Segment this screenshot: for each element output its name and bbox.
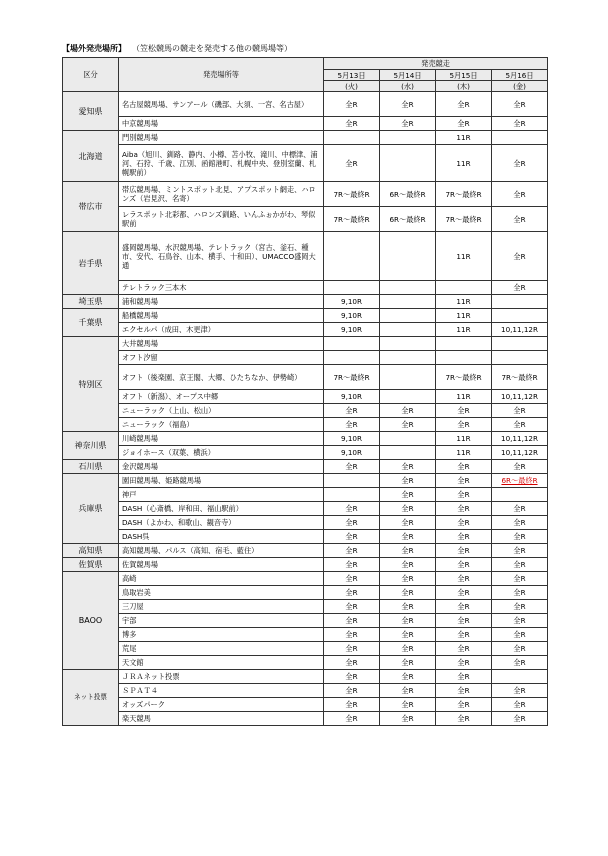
- race-cell: 全R: [492, 281, 548, 295]
- region-cell: 北海道: [63, 131, 119, 182]
- race-cell: [492, 309, 548, 323]
- race-cell: 7R～最終R: [436, 207, 492, 232]
- race-cell: 全R: [492, 207, 548, 232]
- table-body: [63, 92, 548, 726]
- race-cell: 全R: [436, 516, 492, 530]
- race-cell: 全R: [324, 614, 380, 628]
- venue-cell: 佐賀競馬場: [119, 558, 324, 572]
- race-cell: 全R: [436, 117, 492, 131]
- table-row: [63, 516, 548, 530]
- venue-cell: 楽天競馬: [119, 712, 324, 726]
- table-row: [63, 614, 548, 628]
- race-cell: 全R: [492, 558, 548, 572]
- region-cell: ネット投票: [63, 670, 119, 726]
- venue-cell: 盛岡競馬場、水沢競馬場、テレトラック（宮古、釜石、種市、安代、石鳥谷、山本、横手、十和田）、UMACCO盛岡大通: [119, 232, 324, 281]
- header-region: 区分: [63, 58, 119, 92]
- race-cell: [380, 232, 436, 281]
- table-row: [63, 92, 548, 117]
- table-row: [63, 698, 548, 712]
- race-cell: [492, 337, 548, 351]
- race-cell: 全R: [492, 502, 548, 516]
- race-cell: 全R: [492, 572, 548, 586]
- header-date: 5月13日: [324, 70, 380, 81]
- race-cell: 全R: [324, 404, 380, 418]
- race-cell: 11R: [436, 232, 492, 281]
- header-day: (金): [492, 81, 548, 92]
- venue-cell: 荒尾: [119, 642, 324, 656]
- race-cell: 全R: [492, 544, 548, 558]
- race-cell: 全R: [492, 418, 548, 432]
- race-cell: 7R～最終R: [492, 365, 548, 390]
- table-row: [63, 572, 548, 586]
- header-venue: 発売場所等: [119, 58, 324, 92]
- race-cell: [492, 295, 548, 309]
- table-row: [63, 323, 548, 337]
- region-cell: 兵庫県: [63, 474, 119, 544]
- race-cell: 9,10R: [324, 309, 380, 323]
- race-cell: 全R: [324, 572, 380, 586]
- venue-cell: ＪＲＡネット投票: [119, 670, 324, 684]
- race-cell: 全R: [324, 656, 380, 670]
- race-cell: 全R: [436, 474, 492, 488]
- race-cell: 全R: [492, 712, 548, 726]
- region-cell: 佐賀県: [63, 558, 119, 572]
- race-cell: 7R～最終R: [436, 365, 492, 390]
- venue-cell: Aiba（旭川、釧路、静内、小樽、苫小牧、滝川、中標津、浦河、石狩、千歳、江別、函館港町、札幌中央、登別室蘭、札幌駅前）: [119, 145, 324, 182]
- race-cell: 全R: [436, 92, 492, 117]
- venue-cell: ＳＰＡＴ４: [119, 684, 324, 698]
- race-cell: 全R: [380, 614, 436, 628]
- venue-cell: レラスポット北彩都、ハロンズ釧路、いんふぉかがわ、琴似駅前: [119, 207, 324, 232]
- venue-cell: ニューラック（上山、松山）: [119, 404, 324, 418]
- table-row: [63, 351, 548, 365]
- venue-cell: 園田競馬場、姫路競馬場: [119, 474, 324, 488]
- race-cell: 全R: [324, 642, 380, 656]
- race-cell: 全R: [324, 92, 380, 117]
- race-cell: 全R: [492, 628, 548, 642]
- race-cell: 全R: [492, 404, 548, 418]
- race-cell: 6R～最終R: [380, 207, 436, 232]
- race-cell: 全R: [436, 586, 492, 600]
- race-cell: [324, 351, 380, 365]
- race-cell: 10,11,12R: [492, 446, 548, 460]
- table-row: [63, 544, 548, 558]
- race-cell: [324, 337, 380, 351]
- table-row: [63, 281, 548, 295]
- race-cell: 全R: [380, 544, 436, 558]
- race-cell: 全R: [380, 670, 436, 684]
- race-cell: 11R: [436, 131, 492, 145]
- region-cell: 愛知県: [63, 92, 119, 131]
- venue-cell: オフト汐留: [119, 351, 324, 365]
- table-row: [63, 600, 548, 614]
- race-cell: [380, 323, 436, 337]
- venue-cell: ニューラック（福島）: [119, 418, 324, 432]
- race-cell: 全R: [492, 698, 548, 712]
- race-cell: [324, 488, 380, 502]
- race-cell: 全R: [492, 117, 548, 131]
- race-cell: 全R: [436, 418, 492, 432]
- race-cell: 全R: [324, 530, 380, 544]
- race-cell: 全R: [324, 544, 380, 558]
- region-cell: 高知県: [63, 544, 119, 558]
- race-cell: 全R: [436, 544, 492, 558]
- race-cell: 全R: [492, 684, 548, 698]
- race-cell: 全R: [324, 558, 380, 572]
- race-cell: 全R: [380, 404, 436, 418]
- race-cell: [380, 351, 436, 365]
- table-header: [63, 58, 548, 92]
- race-cell: [380, 131, 436, 145]
- race-cell: 全R: [492, 642, 548, 656]
- venue-cell: 名古屋競馬場、サンアール（磯部、大須、一宮、名古屋）: [119, 92, 324, 117]
- title-label: 【場外発売場所】: [62, 44, 126, 53]
- header-day: (火): [324, 81, 380, 92]
- race-cell: 全R: [380, 712, 436, 726]
- race-cell: 全R: [436, 600, 492, 614]
- table-row: [63, 182, 548, 207]
- race-cell: 全R: [380, 502, 436, 516]
- race-cell: 全R: [492, 530, 548, 544]
- race-cell: 10,11,12R: [492, 432, 548, 446]
- race-cell: [492, 351, 548, 365]
- race-cell: 全R: [380, 92, 436, 117]
- table-row: [63, 502, 548, 516]
- race-cell: 11R: [436, 446, 492, 460]
- table-row: [63, 656, 548, 670]
- race-cell: 全R: [324, 628, 380, 642]
- race-cell: 全R: [436, 530, 492, 544]
- table-row: [63, 446, 548, 460]
- race-cell: 全R: [380, 117, 436, 131]
- race-cell: 全R: [436, 670, 492, 684]
- table-row: [63, 670, 548, 684]
- race-cell: 全R: [380, 698, 436, 712]
- race-cell: 11R: [436, 432, 492, 446]
- race-cell: 全R: [436, 488, 492, 502]
- region-cell: 特別区: [63, 337, 119, 432]
- region-cell: BAOO: [63, 572, 119, 670]
- race-cell: 全R: [492, 586, 548, 600]
- race-cell: 全R: [492, 145, 548, 182]
- race-cell: 全R: [436, 614, 492, 628]
- table-row: [63, 390, 548, 404]
- venue-cell: 神戸: [119, 488, 324, 502]
- header-date: 5月16日: [492, 70, 548, 81]
- header-date: 5月15日: [436, 70, 492, 81]
- race-cell: 11R: [436, 295, 492, 309]
- race-cell: 全R: [324, 460, 380, 474]
- race-cell: 7R～最終R: [324, 207, 380, 232]
- race-cell: [324, 474, 380, 488]
- race-cell: [380, 295, 436, 309]
- header-race: 発売競走: [324, 58, 548, 70]
- race-cell: 全R: [324, 117, 380, 131]
- race-cell: 全R: [380, 586, 436, 600]
- venue-cell: 高崎: [119, 572, 324, 586]
- venue-cell: DASH呉: [119, 530, 324, 544]
- race-cell: 全R: [324, 670, 380, 684]
- title-note: （笠松競馬の競走を発売する他の競馬場等）: [136, 44, 292, 53]
- race-cell: 全R: [380, 684, 436, 698]
- table-row: [63, 117, 548, 131]
- venue-cell: 天文館: [119, 656, 324, 670]
- venue-cell: 中京競馬場: [119, 117, 324, 131]
- table-row: [63, 684, 548, 698]
- race-cell: 11R: [436, 323, 492, 337]
- venue-cell: 浦和競馬場: [119, 295, 324, 309]
- race-cell: [380, 145, 436, 182]
- race-cell: 全R: [324, 684, 380, 698]
- region-cell: 埼玉県: [63, 295, 119, 309]
- race-cell: 全R: [380, 642, 436, 656]
- venue-cell: 門別競馬場: [119, 131, 324, 145]
- race-cell: 全R: [492, 516, 548, 530]
- race-cell: 9,10R: [324, 432, 380, 446]
- race-cell: 全R: [380, 516, 436, 530]
- race-cell: 全R: [436, 656, 492, 670]
- table-row: [63, 404, 548, 418]
- region-cell: 帯広市: [63, 182, 119, 232]
- race-cell: [380, 390, 436, 404]
- race-cell: 11R: [436, 145, 492, 182]
- venue-table: [62, 57, 548, 726]
- venue-cell: エクセルパ（成田、木更津）: [119, 323, 324, 337]
- venue-cell: 三刀屋: [119, 600, 324, 614]
- race-cell: 全R: [492, 182, 548, 207]
- race-cell: 全R: [492, 460, 548, 474]
- race-cell: 全R: [380, 600, 436, 614]
- race-cell: 全R: [324, 145, 380, 182]
- table-row: [63, 628, 548, 642]
- race-cell: 全R: [436, 642, 492, 656]
- race-cell: [380, 281, 436, 295]
- venue-cell: ジョイホース（双葉、横浜）: [119, 446, 324, 460]
- race-cell: 全R: [380, 474, 436, 488]
- race-cell: 全R: [324, 502, 380, 516]
- race-cell: 全R: [324, 586, 380, 600]
- race-cell: 6R～最終R: [492, 474, 548, 488]
- race-cell: [492, 670, 548, 684]
- venue-cell: 鳥取岩美: [119, 586, 324, 600]
- venue-cell: 帯広競馬場、ミントスポット北見、アプスポット網走、ハロンズ（岩見沢、名寄）: [119, 182, 324, 207]
- race-cell: 全R: [436, 502, 492, 516]
- race-cell: 全R: [492, 656, 548, 670]
- header-date: 5月14日: [380, 70, 436, 81]
- race-cell: [436, 351, 492, 365]
- race-cell: 全R: [436, 404, 492, 418]
- race-cell: [380, 309, 436, 323]
- table-row: [63, 488, 548, 502]
- race-cell: 全R: [380, 572, 436, 586]
- race-cell: 11R: [436, 309, 492, 323]
- venue-cell: 博多: [119, 628, 324, 642]
- race-cell: 9,10R: [324, 295, 380, 309]
- header-day: (水): [380, 81, 436, 92]
- race-cell: [492, 131, 548, 145]
- region-cell: 千葉県: [63, 309, 119, 337]
- venue-cell: 川崎競馬場: [119, 432, 324, 446]
- venue-cell: DASH（よかわ、和歌山、観音寺）: [119, 516, 324, 530]
- race-cell: [492, 488, 548, 502]
- race-cell: 全R: [436, 460, 492, 474]
- region-cell: 岩手県: [63, 232, 119, 295]
- race-cell: 7R～最終R: [436, 182, 492, 207]
- table-row: [63, 460, 548, 474]
- venue-cell: 金沢競馬場: [119, 460, 324, 474]
- race-cell: 9,10R: [324, 323, 380, 337]
- table-row: [63, 418, 548, 432]
- page-title: [62, 44, 292, 54]
- race-cell: 全R: [380, 460, 436, 474]
- table-row: [63, 558, 548, 572]
- table-row: [63, 642, 548, 656]
- race-cell: 全R: [380, 418, 436, 432]
- race-cell: 全R: [324, 712, 380, 726]
- race-cell: 全R: [380, 628, 436, 642]
- table-row: [63, 474, 548, 488]
- race-cell: 全R: [324, 600, 380, 614]
- venue-cell: オッズパーク: [119, 698, 324, 712]
- venue-cell: DASH（心斎橋、岸和田、福山駅前）: [119, 502, 324, 516]
- race-cell: 全R: [436, 572, 492, 586]
- region-cell: 神奈川県: [63, 432, 119, 460]
- race-cell: 11R: [436, 390, 492, 404]
- table-row: [63, 309, 548, 323]
- race-cell: [436, 281, 492, 295]
- race-cell: 全R: [436, 628, 492, 642]
- race-cell: 全R: [380, 656, 436, 670]
- race-cell: 9,10R: [324, 390, 380, 404]
- race-cell: [380, 365, 436, 390]
- race-cell: [324, 232, 380, 281]
- race-cell: [436, 337, 492, 351]
- venue-cell: テレトラック三本木: [119, 281, 324, 295]
- race-cell: 全R: [492, 614, 548, 628]
- race-cell: 全R: [324, 516, 380, 530]
- race-cell: 9,10R: [324, 446, 380, 460]
- table-row: [63, 530, 548, 544]
- venue-cell: 大井競馬場: [119, 337, 324, 351]
- race-cell: 7R～最終R: [324, 182, 380, 207]
- race-cell: 全R: [380, 488, 436, 502]
- race-cell: 全R: [436, 698, 492, 712]
- race-cell: 全R: [324, 698, 380, 712]
- race-cell: 6R～最終R: [380, 182, 436, 207]
- race-cell: 全R: [324, 418, 380, 432]
- table-row: [63, 337, 548, 351]
- venue-cell: 船橋競馬場: [119, 309, 324, 323]
- race-cell: 全R: [380, 558, 436, 572]
- race-cell: [324, 281, 380, 295]
- venue-cell: 宇部: [119, 614, 324, 628]
- venue-cell: オフト（後楽園、京王閣、大郷、ひたちなか、伊勢崎）: [119, 365, 324, 390]
- table-row: [63, 232, 548, 281]
- venue-cell: オフト（新潟）、オープス中郷: [119, 390, 324, 404]
- table-row: [63, 712, 548, 726]
- race-cell: 全R: [492, 92, 548, 117]
- region-cell: 石川県: [63, 460, 119, 474]
- race-cell: 10,11,12R: [492, 390, 548, 404]
- race-cell: [324, 131, 380, 145]
- race-cell: 10,11,12R: [492, 323, 548, 337]
- race-cell: [380, 446, 436, 460]
- header-day: (木): [436, 81, 492, 92]
- table-row: [63, 365, 548, 390]
- table-row: [63, 145, 548, 182]
- table-row: [63, 586, 548, 600]
- table-row: [63, 432, 548, 446]
- race-cell: 全R: [436, 558, 492, 572]
- race-cell: [380, 337, 436, 351]
- race-cell: 全R: [436, 712, 492, 726]
- race-cell: [380, 432, 436, 446]
- race-cell: 全R: [492, 232, 548, 281]
- venue-cell: 高知競馬場、パルス（高知、宿毛、藍住）: [119, 544, 324, 558]
- race-cell: 全R: [436, 684, 492, 698]
- race-cell: 7R～最終R: [324, 365, 380, 390]
- race-cell: 全R: [380, 530, 436, 544]
- race-cell: 全R: [492, 600, 548, 614]
- table-row: [63, 295, 548, 309]
- table-row: [63, 207, 548, 232]
- table-row: [63, 131, 548, 145]
